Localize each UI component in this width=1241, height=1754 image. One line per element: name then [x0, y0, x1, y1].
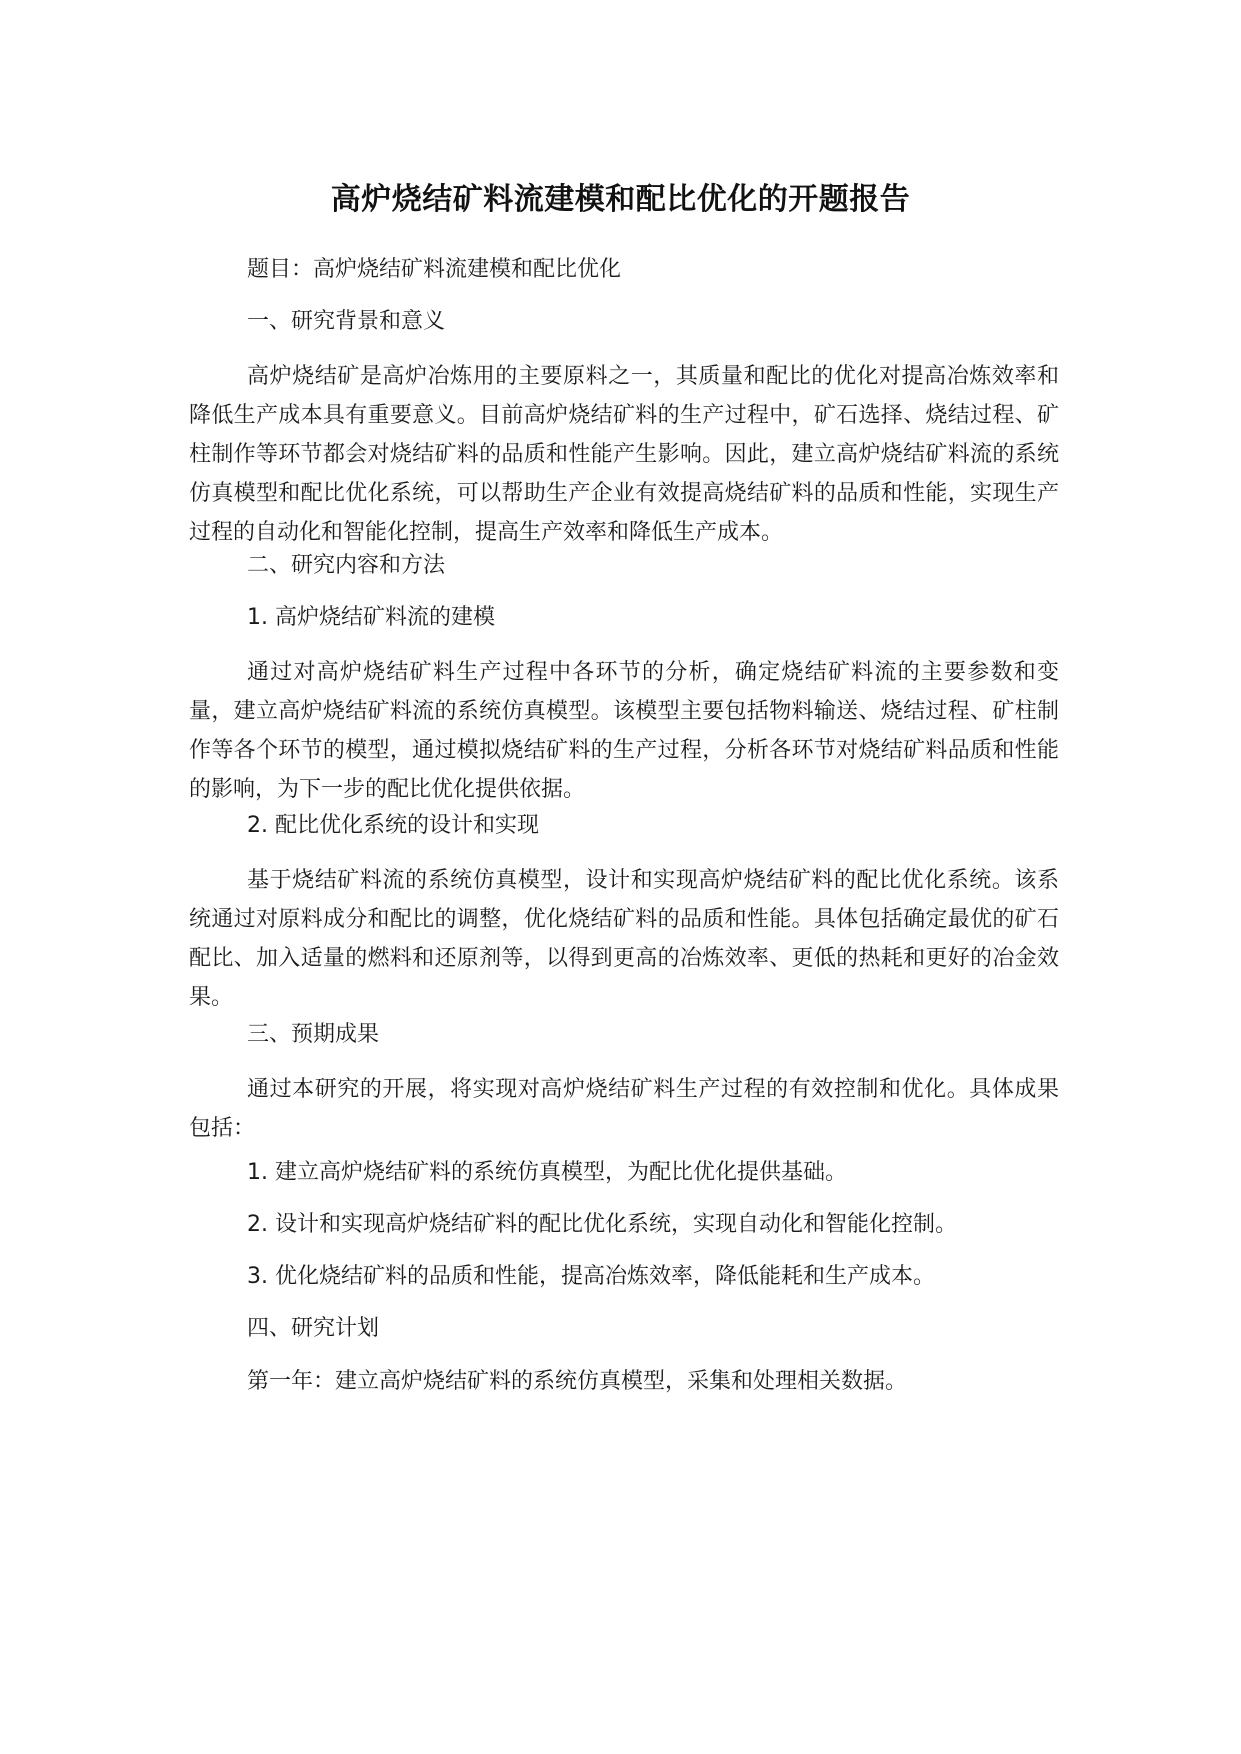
section-heading-content-method: 二、研究内容和方法 [247, 553, 446, 578]
list-item: 3. 优化烧结矿料的品质和性能，提高冶炼效率，降低能耗和生产成本。 [247, 1264, 935, 1289]
section-heading-expected-results: 三、预期成果 [247, 1022, 380, 1047]
topic-line: 题目：高炉烧结矿料流建模和配比优化 [247, 257, 622, 282]
section-heading-research-plan: 四、研究计划 [247, 1316, 380, 1341]
subsection-heading-optimization: 2. 配比优化系统的设计和实现 [247, 813, 539, 838]
section-heading-background: 一、研究背景和意义 [247, 309, 446, 334]
list-item: 1. 建立高炉烧结矿料的系统仿真模型，为配比优化提供基础。 [247, 1160, 847, 1185]
subsection-heading-modeling: 1. 高炉烧结矿料流的建模 [247, 605, 495, 630]
paragraph-modeling-text: 通过对高炉烧结矿料生产过程中各环节的分析，确定烧结矿料流的主要参数和变量，建立高炉烧结矿料流的系统仿真模型。该模型主要包括物料输送、烧结过程、矿柱制作等各个环节的模型，通过模拟烧结矿料的生产过程，分析各环节对烧结矿料品质和性能的影响，为下一步的配比优化提供依据。 [189, 660, 1059, 802]
paragraph-background-text: 高炉烧结矿是高炉冶炼用的主要原料之一，其质量和配比的优化对提高冶炼效率和降低生产成本具有重要意义。目前高炉烧结矿料的生产过程中，矿石选择、烧结过程、矿柱制作等环节都会对烧结矿料的品质和性能产生影响。因此，建立高炉烧结矿料流的系统仿真模型和配比优化系统，可以帮助生产企业有效提高烧结矿料的品质和性能，实现生产过程的自动化和智能化控制，提高生产效率和降低生产成本。 [189, 364, 1059, 545]
paragraph-expected-results [189, 1070, 1059, 1148]
list-item: 2. 设计和实现高炉烧结矿料的配比优化系统，实现自动化和智能化控制。 [247, 1212, 957, 1237]
document-title: 高炉烧结矿料流建模和配比优化的开题报告 [330, 182, 911, 217]
paragraph-background [189, 357, 1059, 552]
paragraph-expected-results-text: 通过本研究的开展，将实现对高炉烧结矿料生产过程的有效控制和优化。具体成果包括： [189, 1077, 1059, 1141]
paragraph-modeling [189, 653, 1059, 809]
plan-year-1: 第一年：建立高炉烧结矿料的系统仿真模型，采集和处理相关数据。 [247, 1369, 908, 1394]
paragraph-optimization [189, 861, 1059, 1017]
paragraph-optimization-text: 基于烧结矿料流的系统仿真模型，设计和实现高炉烧结矿料的配比优化系统。该系统通过对原料成分和配比的调整，优化烧结矿料的品质和性能。具体包括确定最优的矿石配比、加入适量的燃料和还原剂等，以得到更高的冶炼效率、更低的热耗和更好的冶金效果。 [189, 868, 1059, 1010]
